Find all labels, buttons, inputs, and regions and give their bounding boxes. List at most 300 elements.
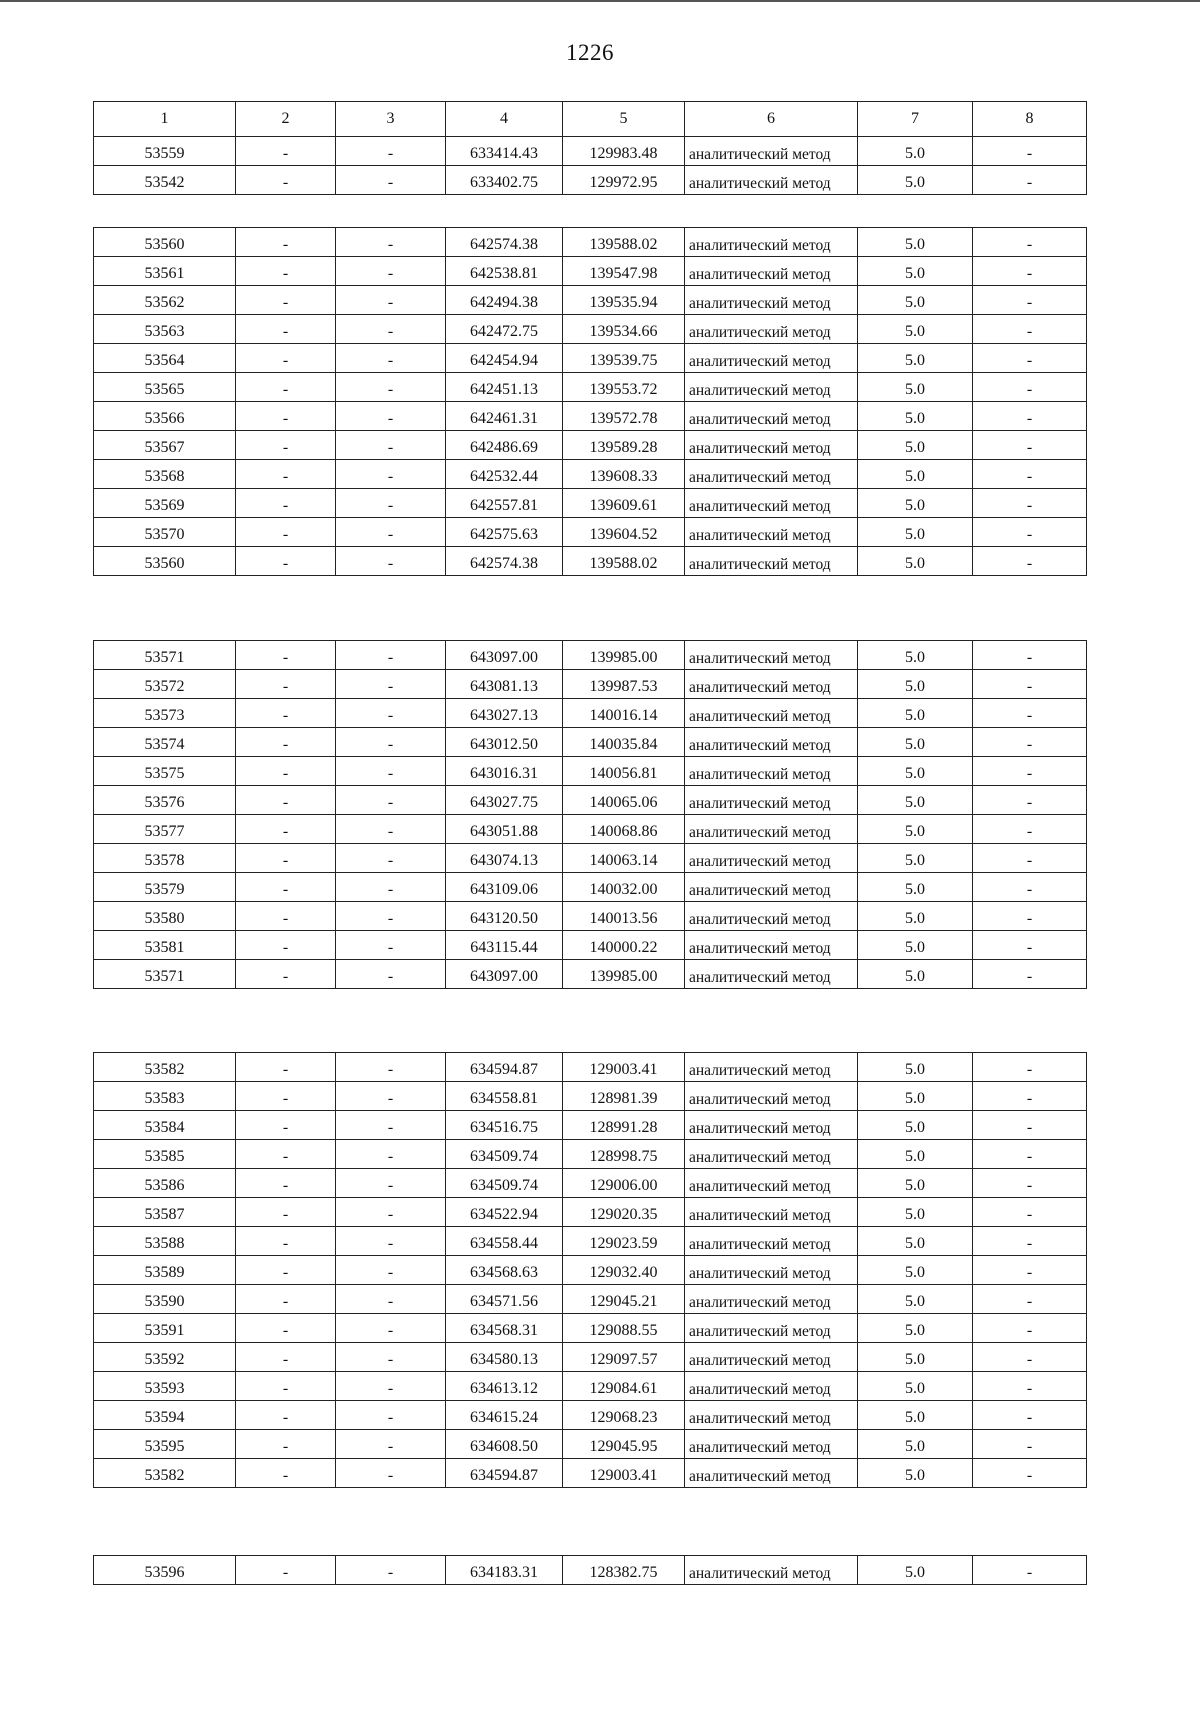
col-8-value: - — [973, 1227, 1087, 1256]
col-3-value: - — [336, 431, 446, 460]
method-cell: аналитический метод — [685, 960, 858, 989]
col-8-value: - — [973, 902, 1087, 931]
col-2-value: - — [236, 1556, 336, 1585]
col-8-value: - — [973, 815, 1087, 844]
col-8-value: - — [973, 757, 1087, 786]
accuracy-value: 5.0 — [858, 402, 973, 431]
x-coordinate: 643012.50 — [446, 728, 563, 757]
y-coordinate: 129045.95 — [563, 1430, 685, 1459]
col-2-value: - — [236, 373, 336, 402]
point-number: 53588 — [94, 1227, 236, 1256]
col-3-value: - — [336, 137, 446, 166]
accuracy-value: 5.0 — [858, 1556, 973, 1585]
point-number: 53569 — [94, 489, 236, 518]
col-3-value: - — [336, 257, 446, 286]
col-2-value: - — [236, 228, 336, 257]
method-cell: аналитический метод — [685, 1256, 858, 1285]
x-coordinate: 642532.44 — [446, 460, 563, 489]
col-3-value: - — [336, 641, 446, 670]
table-row — [94, 1256, 1087, 1285]
x-coordinate: 643097.00 — [446, 641, 563, 670]
col-3-value: - — [336, 460, 446, 489]
y-coordinate: 129972.95 — [563, 166, 685, 195]
method-cell: аналитический метод — [685, 1430, 858, 1459]
col-3-value: - — [336, 960, 446, 989]
coordinates-table-block-4 — [93, 1052, 1087, 1488]
table-row — [94, 373, 1087, 402]
table-row — [94, 286, 1087, 315]
col-8-value: - — [973, 1314, 1087, 1343]
col-8-value: - — [973, 786, 1087, 815]
accuracy-value: 5.0 — [858, 518, 973, 547]
col-3-value: - — [336, 1459, 446, 1488]
col-2-value: - — [236, 1053, 336, 1082]
col-3-value: - — [336, 815, 446, 844]
method-cell: аналитический метод — [685, 286, 858, 315]
col-8-value: - — [973, 1459, 1087, 1488]
col-3-value: - — [336, 518, 446, 547]
point-number: 53584 — [94, 1111, 236, 1140]
y-coordinate: 140068.86 — [563, 815, 685, 844]
col-2-value: - — [236, 431, 336, 460]
col-2-value: - — [236, 489, 336, 518]
col-2-value: - — [236, 402, 336, 431]
x-coordinate: 642557.81 — [446, 489, 563, 518]
accuracy-value: 5.0 — [858, 373, 973, 402]
column-header: 1 — [94, 102, 236, 137]
accuracy-value: 5.0 — [858, 286, 973, 315]
y-coordinate: 139539.75 — [563, 344, 685, 373]
method-cell: аналитический метод — [685, 670, 858, 699]
method-cell: аналитический метод — [685, 460, 858, 489]
accuracy-value: 5.0 — [858, 757, 973, 786]
x-coordinate: 634183.31 — [446, 1556, 563, 1585]
col-8-value: - — [973, 931, 1087, 960]
method-cell: аналитический метод — [685, 1082, 858, 1111]
col-2-value: - — [236, 1401, 336, 1430]
x-coordinate: 643081.13 — [446, 670, 563, 699]
y-coordinate: 139987.53 — [563, 670, 685, 699]
point-number: 53561 — [94, 257, 236, 286]
x-coordinate: 634608.50 — [446, 1430, 563, 1459]
y-coordinate: 129006.00 — [563, 1169, 685, 1198]
table-row — [94, 1372, 1087, 1401]
col-2-value: - — [236, 873, 336, 902]
accuracy-value: 5.0 — [858, 344, 973, 373]
point-number: 53562 — [94, 286, 236, 315]
method-cell: аналитический метод — [685, 315, 858, 344]
accuracy-value: 5.0 — [858, 315, 973, 344]
method-cell: аналитический метод — [685, 844, 858, 873]
accuracy-value: 5.0 — [858, 547, 973, 576]
x-coordinate: 634594.87 — [446, 1459, 563, 1488]
top-rule — [0, 0, 1200, 2]
y-coordinate: 129020.35 — [563, 1198, 685, 1227]
table-row — [94, 460, 1087, 489]
accuracy-value: 5.0 — [858, 670, 973, 699]
y-coordinate: 128981.39 — [563, 1082, 685, 1111]
x-coordinate: 634615.24 — [446, 1401, 563, 1430]
col-3-value: - — [336, 786, 446, 815]
y-coordinate: 129003.41 — [563, 1053, 685, 1082]
col-8-value: - — [973, 286, 1087, 315]
page-number: 1226 — [566, 40, 614, 65]
method-cell: аналитический метод — [685, 757, 858, 786]
accuracy-value: 5.0 — [858, 228, 973, 257]
col-8-value: - — [973, 518, 1087, 547]
method-cell: аналитический метод — [685, 1111, 858, 1140]
y-coordinate: 129097.57 — [563, 1343, 685, 1372]
table-row — [94, 960, 1087, 989]
method-cell: аналитический метод — [685, 1556, 858, 1585]
col-2-value: - — [236, 670, 336, 699]
accuracy-value: 5.0 — [858, 1140, 973, 1169]
col-3-value: - — [336, 228, 446, 257]
y-coordinate: 139609.61 — [563, 489, 685, 518]
method-cell: аналитический метод — [685, 1314, 858, 1343]
col-8-value: - — [973, 1198, 1087, 1227]
col-3-value: - — [336, 1401, 446, 1430]
accuracy-value: 5.0 — [858, 1198, 973, 1227]
x-coordinate: 633402.75 — [446, 166, 563, 195]
col-3-value: - — [336, 1256, 446, 1285]
y-coordinate: 139985.00 — [563, 960, 685, 989]
point-number: 53565 — [94, 373, 236, 402]
accuracy-value: 5.0 — [858, 1256, 973, 1285]
col-3-value: - — [336, 670, 446, 699]
col-3-value: - — [336, 489, 446, 518]
y-coordinate: 139547.98 — [563, 257, 685, 286]
y-coordinate: 128991.28 — [563, 1111, 685, 1140]
col-2-value: - — [236, 1372, 336, 1401]
point-number: 53573 — [94, 699, 236, 728]
column-header: 7 — [858, 102, 973, 137]
col-2-value: - — [236, 757, 336, 786]
x-coordinate: 642574.38 — [446, 547, 563, 576]
point-number: 53567 — [94, 431, 236, 460]
table-row — [94, 1227, 1087, 1256]
accuracy-value: 5.0 — [858, 1285, 973, 1314]
method-cell: аналитический метод — [685, 1401, 858, 1430]
x-coordinate: 643109.06 — [446, 873, 563, 902]
y-coordinate: 139588.02 — [563, 547, 685, 576]
method-cell: аналитический метод — [685, 518, 858, 547]
y-coordinate: 129003.41 — [563, 1459, 685, 1488]
col-8-value: - — [973, 1343, 1087, 1372]
method-cell: аналитический метод — [685, 1169, 858, 1198]
table-row — [94, 402, 1087, 431]
col-2-value: - — [236, 547, 336, 576]
x-coordinate: 634571.56 — [446, 1285, 563, 1314]
accuracy-value: 5.0 — [858, 1372, 973, 1401]
col-2-value: - — [236, 137, 336, 166]
col-3-value: - — [336, 373, 446, 402]
col-8-value: - — [973, 670, 1087, 699]
y-coordinate: 139589.28 — [563, 431, 685, 460]
point-number: 53591 — [94, 1314, 236, 1343]
point-number: 53566 — [94, 402, 236, 431]
table-row — [94, 1556, 1087, 1585]
table-row — [94, 728, 1087, 757]
table-row — [94, 344, 1087, 373]
point-number: 53568 — [94, 460, 236, 489]
x-coordinate: 634568.63 — [446, 1256, 563, 1285]
col-3-value: - — [336, 1285, 446, 1314]
column-header: 2 — [236, 102, 336, 137]
x-coordinate: 642486.69 — [446, 431, 563, 460]
point-number: 53579 — [94, 873, 236, 902]
y-coordinate: 129983.48 — [563, 137, 685, 166]
col-3-value: - — [336, 547, 446, 576]
accuracy-value: 5.0 — [858, 873, 973, 902]
method-cell: аналитический метод — [685, 641, 858, 670]
method-cell: аналитический метод — [685, 1372, 858, 1401]
point-number: 53564 — [94, 344, 236, 373]
accuracy-value: 5.0 — [858, 1053, 973, 1082]
point-number: 53593 — [94, 1372, 236, 1401]
point-number: 53542 — [94, 166, 236, 195]
col-2-value: - — [236, 902, 336, 931]
col-8-value: - — [973, 960, 1087, 989]
col-3-value: - — [336, 1343, 446, 1372]
accuracy-value: 5.0 — [858, 1111, 973, 1140]
column-header: 3 — [336, 102, 446, 137]
column-header-row — [94, 102, 1087, 137]
col-2-value: - — [236, 1227, 336, 1256]
col-2-value: - — [236, 699, 336, 728]
y-coordinate: 139535.94 — [563, 286, 685, 315]
table-row — [94, 699, 1087, 728]
col-8-value: - — [973, 344, 1087, 373]
col-3-value: - — [336, 1314, 446, 1343]
x-coordinate: 634613.12 — [446, 1372, 563, 1401]
col-3-value: - — [336, 1556, 446, 1585]
x-coordinate: 634516.75 — [446, 1111, 563, 1140]
y-coordinate: 129088.55 — [563, 1314, 685, 1343]
col-8-value: - — [973, 699, 1087, 728]
col-2-value: - — [236, 1285, 336, 1314]
method-cell: аналитический метод — [685, 786, 858, 815]
x-coordinate: 642472.75 — [446, 315, 563, 344]
method-cell: аналитический метод — [685, 1053, 858, 1082]
col-8-value: - — [973, 547, 1087, 576]
col-3-value: - — [336, 1053, 446, 1082]
table-row — [94, 873, 1087, 902]
x-coordinate: 633414.43 — [446, 137, 563, 166]
method-cell: аналитический метод — [685, 1459, 858, 1488]
point-number: 53560 — [94, 228, 236, 257]
y-coordinate: 140000.22 — [563, 931, 685, 960]
col-3-value: - — [336, 1111, 446, 1140]
y-coordinate: 140063.14 — [563, 844, 685, 873]
x-coordinate: 643016.31 — [446, 757, 563, 786]
column-header: 8 — [973, 102, 1087, 137]
accuracy-value: 5.0 — [858, 137, 973, 166]
point-number: 53596 — [94, 1556, 236, 1585]
accuracy-value: 5.0 — [858, 1343, 973, 1372]
col-2-value: - — [236, 1082, 336, 1111]
accuracy-value: 5.0 — [858, 960, 973, 989]
point-number: 53582 — [94, 1459, 236, 1488]
point-number: 53559 — [94, 137, 236, 166]
table-row — [94, 1314, 1087, 1343]
x-coordinate: 643115.44 — [446, 931, 563, 960]
col-8-value: - — [973, 873, 1087, 902]
col-2-value: - — [236, 315, 336, 344]
col-2-value: - — [236, 931, 336, 960]
y-coordinate: 140035.84 — [563, 728, 685, 757]
col-3-value: - — [336, 902, 446, 931]
accuracy-value: 5.0 — [858, 1401, 973, 1430]
col-2-value: - — [236, 1140, 336, 1169]
table-row — [94, 257, 1087, 286]
col-8-value: - — [973, 315, 1087, 344]
col-3-value: - — [336, 344, 446, 373]
col-2-value: - — [236, 460, 336, 489]
x-coordinate: 642454.94 — [446, 344, 563, 373]
x-coordinate: 634568.31 — [446, 1314, 563, 1343]
table-row — [94, 315, 1087, 344]
x-coordinate: 643027.75 — [446, 786, 563, 815]
col-2-value: - — [236, 641, 336, 670]
accuracy-value: 5.0 — [858, 931, 973, 960]
point-number: 53590 — [94, 1285, 236, 1314]
method-cell: аналитический метод — [685, 257, 858, 286]
col-8-value: - — [973, 373, 1087, 402]
method-cell: аналитический метод — [685, 547, 858, 576]
accuracy-value: 5.0 — [858, 728, 973, 757]
y-coordinate: 129023.59 — [563, 1227, 685, 1256]
table-row — [94, 1285, 1087, 1314]
y-coordinate: 140013.56 — [563, 902, 685, 931]
col-8-value: - — [973, 1111, 1087, 1140]
accuracy-value: 5.0 — [858, 699, 973, 728]
y-coordinate: 129032.40 — [563, 1256, 685, 1285]
col-3-value: - — [336, 844, 446, 873]
point-number: 53577 — [94, 815, 236, 844]
col-2-value: - — [236, 166, 336, 195]
coordinates-table-block-5 — [93, 1555, 1087, 1585]
table-row — [94, 1430, 1087, 1459]
y-coordinate: 128998.75 — [563, 1140, 685, 1169]
col-8-value: - — [973, 431, 1087, 460]
y-coordinate: 140032.00 — [563, 873, 685, 902]
y-coordinate: 140056.81 — [563, 757, 685, 786]
y-coordinate: 139588.02 — [563, 228, 685, 257]
table-row — [94, 641, 1087, 670]
method-cell: аналитический метод — [685, 373, 858, 402]
accuracy-value: 5.0 — [858, 1227, 973, 1256]
table-row — [94, 844, 1087, 873]
table-row — [94, 902, 1087, 931]
table-row — [94, 1169, 1087, 1198]
accuracy-value: 5.0 — [858, 1314, 973, 1343]
table-row — [94, 1053, 1087, 1082]
table-row — [94, 1140, 1087, 1169]
method-cell: аналитический метод — [685, 1227, 858, 1256]
x-coordinate: 643051.88 — [446, 815, 563, 844]
method-cell: аналитический метод — [685, 431, 858, 460]
table-row — [94, 228, 1087, 257]
method-cell: аналитический метод — [685, 902, 858, 931]
method-cell: аналитический метод — [685, 1198, 858, 1227]
col-8-value: - — [973, 844, 1087, 873]
accuracy-value: 5.0 — [858, 844, 973, 873]
table-row — [94, 1082, 1087, 1111]
point-number: 53570 — [94, 518, 236, 547]
col-2-value: - — [236, 786, 336, 815]
table-row — [94, 431, 1087, 460]
x-coordinate: 643097.00 — [446, 960, 563, 989]
table-row — [94, 137, 1087, 166]
col-2-value: - — [236, 815, 336, 844]
point-number: 53592 — [94, 1343, 236, 1372]
col-2-value: - — [236, 257, 336, 286]
col-8-value: - — [973, 1285, 1087, 1314]
y-coordinate: 139604.52 — [563, 518, 685, 547]
method-cell: аналитический метод — [685, 931, 858, 960]
col-2-value: - — [236, 1430, 336, 1459]
col-8-value: - — [973, 489, 1087, 518]
table-row — [94, 547, 1087, 576]
accuracy-value: 5.0 — [858, 257, 973, 286]
point-number: 53563 — [94, 315, 236, 344]
accuracy-value: 5.0 — [858, 1459, 973, 1488]
accuracy-value: 5.0 — [858, 489, 973, 518]
method-cell: аналитический метод — [685, 344, 858, 373]
col-8-value: - — [973, 728, 1087, 757]
y-coordinate: 139608.33 — [563, 460, 685, 489]
col-2-value: - — [236, 1256, 336, 1285]
point-number: 53575 — [94, 757, 236, 786]
col-8-value: - — [973, 1053, 1087, 1082]
accuracy-value: 5.0 — [858, 431, 973, 460]
col-3-value: - — [336, 402, 446, 431]
table-row — [94, 757, 1087, 786]
y-coordinate: 140065.06 — [563, 786, 685, 815]
x-coordinate: 643027.13 — [446, 699, 563, 728]
col-2-value: - — [236, 1169, 336, 1198]
table-row — [94, 489, 1087, 518]
table-row — [94, 815, 1087, 844]
y-coordinate: 128382.75 — [563, 1556, 685, 1585]
col-3-value: - — [336, 873, 446, 902]
method-cell: аналитический метод — [685, 873, 858, 902]
y-coordinate: 129084.61 — [563, 1372, 685, 1401]
point-number: 53560 — [94, 547, 236, 576]
x-coordinate: 634594.87 — [446, 1053, 563, 1082]
col-3-value: - — [336, 728, 446, 757]
col-2-value: - — [236, 344, 336, 373]
col-3-value: - — [336, 1372, 446, 1401]
coordinates-table-block-3 — [93, 640, 1087, 989]
y-coordinate: 139534.66 — [563, 315, 685, 344]
point-number: 53571 — [94, 641, 236, 670]
y-coordinate: 129068.23 — [563, 1401, 685, 1430]
coordinates-table-block-1 — [93, 101, 1087, 195]
coordinates-table-block-2 — [93, 227, 1087, 576]
method-cell: аналитический метод — [685, 1343, 858, 1372]
col-8-value: - — [973, 166, 1087, 195]
col-8-value: - — [973, 257, 1087, 286]
col-3-value: - — [336, 315, 446, 344]
col-8-value: - — [973, 1256, 1087, 1285]
y-coordinate: 129045.21 — [563, 1285, 685, 1314]
col-2-value: - — [236, 1111, 336, 1140]
table-row — [94, 931, 1087, 960]
method-cell: аналитический метод — [685, 166, 858, 195]
method-cell: аналитический метод — [685, 489, 858, 518]
